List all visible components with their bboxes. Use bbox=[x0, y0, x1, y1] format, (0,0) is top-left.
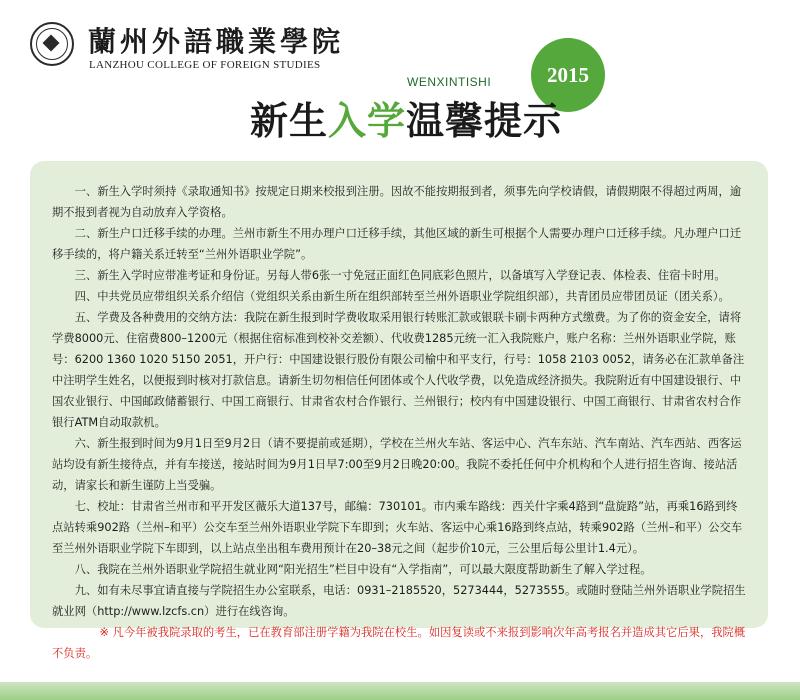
paragraph-4: 四、中共党员应带组织关系介绍信（党组织关系由新生所在组织部转至兰州外语职业学院组织部），共青团员应带团员证（团关系）。 bbox=[74, 290, 730, 303]
page-title bbox=[250, 90, 562, 145]
pinyin-subtitle: WENXINTISHI bbox=[407, 75, 492, 89]
paragraph-6: 六、新生报到时间为9月1日至9月2日（请不要提前或延期），学校在兰州火车站、客运中心、汽车东站、汽车南站、汽车西站、西客运站均设有新生接待点，并有车接送，接站时间为9月1日早7:00至9月2日晚20:00。我院不委托任何中介机构和个人进行招生咨询、接站活动，请家长和新生谨防上当受骗。 bbox=[52, 437, 742, 492]
college-name-cn: 蘭州外語職業學院 bbox=[88, 25, 345, 58]
paragraph-8: 八、我院在兰州外语职业学院招生就业网“阳光招生”栏目中设有“入学指南”，可以最大限度帮助新生了解入学过程。 bbox=[74, 563, 652, 576]
paragraph-5: 五、学费及各种费用的交纳方法：我院在新生报到时学费收取采用银行转账汇款或银联卡刷卡两种方式缴费。为了你的资金安全，请将学费8000元、住宿费800–1200元（根据住宿标准到校补交差额）、代收费1285元统一汇入我院账户，账户名称：兰州外语职业学院，账号：6200 1360 1020 5150 2051，开户行：中国建设银行股份有限公司榆中和平支行，行号：1058 2103 0052，请务必在汇款单备注中注明学生姓名，以便报到时核对打款信息。请新生切勿相信任何团体或个人代收学费，以免造成经济损失。我院附近有中国建设银行、中国农业银行、中国邮政储蓄银行、中国工商银行、甘肃省农村合作银行、兰州银行；校内有中国建设银行、中国工商银行、甘肃省农村合作银行ATM自动取款机。 bbox=[52, 311, 745, 429]
bottom-decor-band bbox=[0, 682, 800, 700]
paragraph-3: 三、新生入学时应带准考证和身份证。另每人带6张一寸免冠正面红色同底彩色照片，以备填写入学登记表、体检表、住宿卡时用。 bbox=[74, 269, 726, 282]
seal-emblem bbox=[36, 28, 68, 60]
title-highlight: 入学 bbox=[328, 99, 407, 143]
college-name-en: LANZHOU COLLEGE OF FOREIGN STUDIES bbox=[89, 59, 321, 71]
paragraph-9: 九、如有未尽事宜请直接与学院招生办公室联系，电话：0931–2185520，5273444，5273555。或随时登陆兰州外语职业学院招生就业网（http://www.lzcfs.cn）进行在线咨询。 bbox=[52, 584, 746, 618]
paragraph-7: 七、校址：甘肃省兰州市和平开发区薇乐大道137号，邮编：730101。市内乘车路线：西关什字乘4路到“盘旋路”站，再乘16路到终点站转乘902路（兰州–和平）公交车至兰州外语职业学院下车即到；火车站、客运中心乘16路到终点站，转乘902路（兰州–和平）公交车至兰州外语职业学院下车即到，以上站点坐出租车费用预计在20–38元之间（起步价10元，三公里后每公里计1.4元）。 bbox=[52, 500, 743, 555]
notice-panel bbox=[30, 161, 768, 660]
paragraph-2: 二、新生户口迁移手续的办理。兰州市新生不用办理户口迁移手续，其他区域的新生可根据个人需要办理户口迁移手续。凡办理户口迁移手续的，将户籍关系迁转至“兰州外语职业学院”。 bbox=[52, 227, 742, 261]
title-part-a: 新生 bbox=[250, 99, 329, 143]
paragraph-1: 一、新生入学时须持《录取通知书》按规定日期来校报到注册。因故不能按期报到者，须事先向学校请假，请假期限不得超过两周，逾期不报到者视为自动放弃入学资格。 bbox=[52, 185, 742, 219]
title-part-b: 温馨提示 bbox=[406, 99, 563, 143]
year-text: 2015 bbox=[547, 62, 589, 87]
red-notice: ※ 凡今年被我院录取的考生，已在教育部注册学籍为我院在校生。如因复读或不来报到影响次年高考报名并造成其它后果，我院概不负责。 bbox=[52, 626, 746, 660]
college-seal-icon bbox=[30, 22, 74, 66]
